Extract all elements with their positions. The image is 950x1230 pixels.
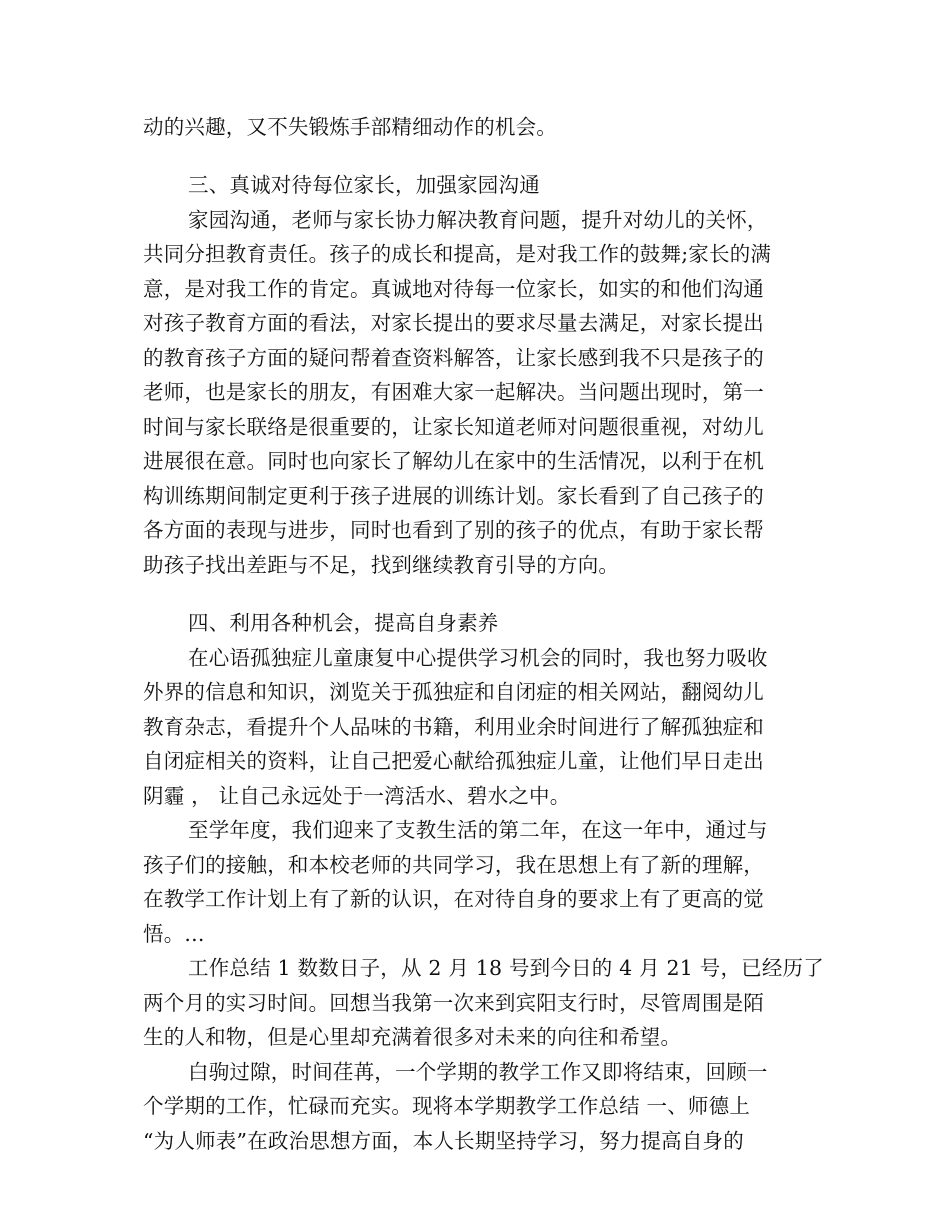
paragraph-line: 对孩子教育方面的看法，对家长提出的要求尽量去满足，对家长提出: [143, 311, 764, 335]
paragraph-line: 构训练期间制定更利于孩子进展的训练计划。家长看到了自己孩子的: [143, 484, 764, 508]
paragraph-line: 至学年度，我们迎来了支教生活的第二年，在这一年中，通过与: [188, 818, 768, 842]
paragraph-line: 教育杂志，看提升个人品味的书籍，利用业余时间进行了解孤独症和: [143, 715, 764, 739]
paragraph-line: 外界的信息和知识，浏览关于孤独症和自闭症的相关网站，翻阅幼儿: [143, 680, 764, 704]
paragraph-line: 动的兴趣，又不失锻炼手部精细动作的机会。: [143, 115, 557, 139]
paragraph-line: 进展很在意。同时也向家长了解幼儿在家中的生活情况，以利于在机: [143, 449, 764, 473]
paragraph-line: 时间与家长联络是很重要的，让家长知道老师对问题很重视，对幼儿: [143, 415, 764, 439]
paragraph-line: 孩子们的接触，和本校老师的共同学习，我在思想上有了新的理解，: [143, 853, 764, 877]
paragraph-line: “为人师表”在政治思想方面，本人长期坚持学习，努力提高自身的: [143, 1129, 744, 1153]
paragraph-line: 工作总结 1 数数日子，从 2 月 18 号到今日的 4 月 21 号，已经历了: [188, 956, 824, 980]
paragraph-line: 自闭症相关的资料，让自己把爱心献给孤独症儿童，让他们早日走出: [143, 749, 764, 773]
paragraph-line: 在心语孤独症儿童康复中心提供学习机会的同时，我也努力吸收: [188, 646, 768, 670]
paragraph-line: 白驹过隙，时间荏苒，一个学期的教学工作又即将结束，回顾一: [188, 1060, 768, 1084]
section-heading: 三、真诚对待每位家长，加强家园沟通: [188, 173, 540, 197]
paragraph-line: 助孩子找出差距与不足，找到继续教育引导的方向。: [143, 553, 620, 577]
paragraph-line: 阴霾 ， 让自己永远处于一湾活水、碧水之中。: [143, 784, 571, 808]
paragraph-line: 在教学工作计划上有了新的认识，在对待自身的要求上有了更高的觉: [143, 887, 764, 911]
paragraph-line: 悟。...: [143, 922, 205, 946]
paragraph-line: 老师，也是家长的朋友，有困难大家一起解决。当问题出现时，第一: [143, 380, 764, 404]
paragraph-line: 共同分担教育责任。孩子的成长和提高，是对我工作的鼓舞;家长的满: [143, 242, 772, 266]
paragraph-line: 个学期的工作，忙碌而充实。现将本学期教学工作总结 一、师德上: [143, 1094, 751, 1118]
paragraph-line: 各方面的表现与进步，同时也看到了别的孩子的优点，有助于家长帮: [143, 518, 764, 542]
paragraph-line: 两个月的实习时间。回想当我第一次来到宾阳支行时，尽管周围是陌: [143, 991, 764, 1015]
paragraph-line: 的教育孩子方面的疑问帮着查资料解答，让家长感到我不只是孩子的: [143, 346, 764, 370]
paragraph-line: 生的人和物，但是心里却充满着很多对未来的向往和希望。: [143, 1025, 682, 1049]
paragraph-line: 家园沟通，老师与家长协力解决教育问题，提升对幼儿的关怀，: [188, 208, 768, 232]
paragraph-line: 意，是对我工作的肯定。真诚地对待每一位家长，如实的和他们沟通: [143, 277, 764, 301]
section-heading: 四、利用各种机会，提高自身素养: [188, 611, 499, 635]
